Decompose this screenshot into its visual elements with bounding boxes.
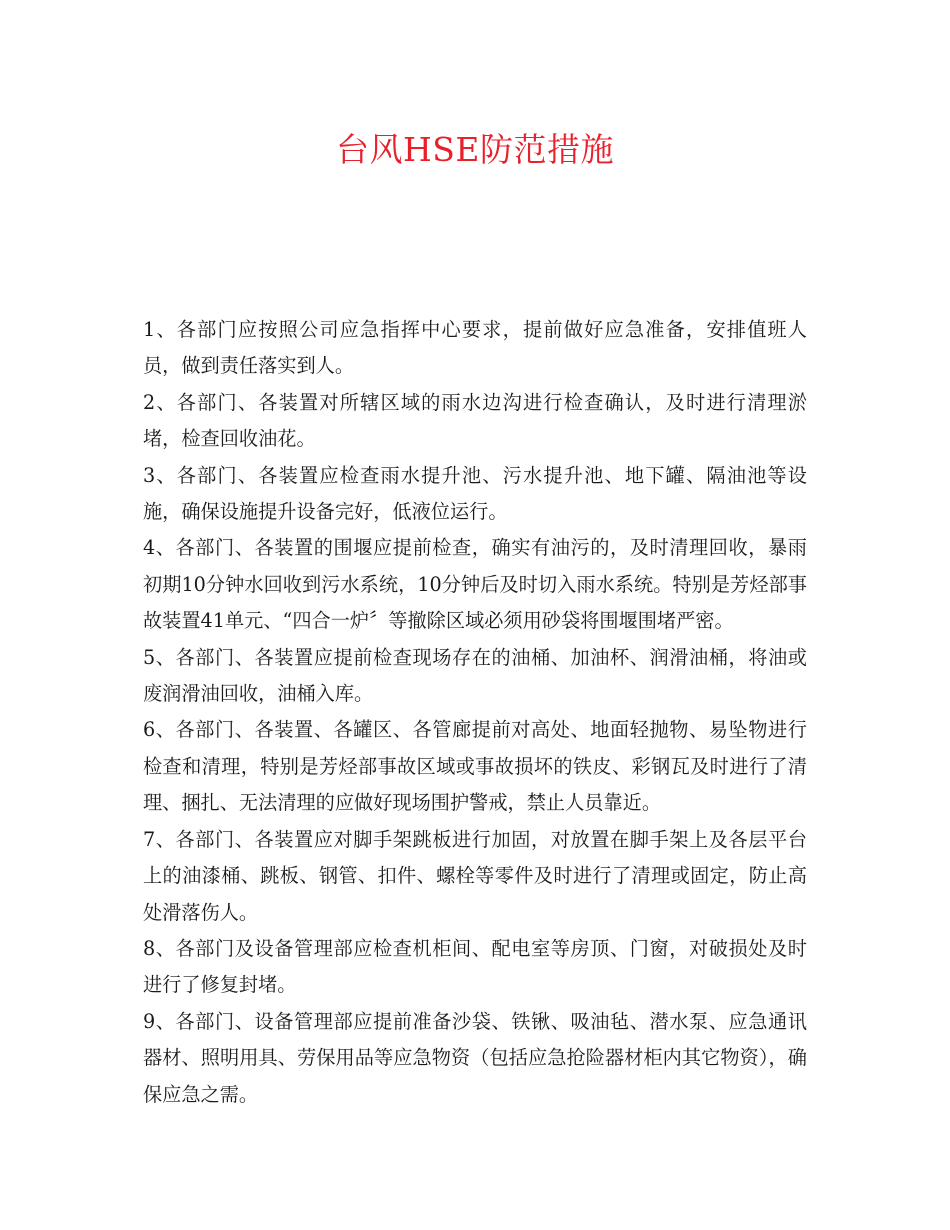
paragraph-item-7: 7、各部门、各装置应对脚手架跳板进行加固，对放置在脚手架上及各层平台上的油漆桶、跳板、钢管、扣件、螺栓等零件及时进行了清理或固定，防止高处滑落伤人。: [143, 827, 807, 924]
paragraph-item-2: 2、各部门、各装置对所辖区域的雨水边沟进行检查确认，及时进行清理淤堵，检查回收油花。: [143, 390, 807, 451]
paragraph-item-8: 8、各部门及设备管理部应检查机柜间、配电室等房顶、门窗，对破损处及时进行了修复封堵。: [143, 936, 807, 997]
paragraph-item-1: 1、各部门应按照公司应急指挥中心要求，提前做好应急准备，安排值班人员，做到责任落实到人。: [143, 318, 807, 378]
document-title: 台风HSE防范措施: [336, 130, 614, 169]
paragraph-item-9: 9、各部门、设备管理部应提前准备沙袋、铁锹、吸油毡、潜水泵、应急通讯器材、照明用具、劳保用品等应急物资（包括应急抢险器材柜内其它物资），确保应急之需。: [143, 1009, 807, 1106]
document-body: [143, 312, 807, 1113]
paragraph-item-6: 6、各部门、各装置、各罐区、各管廊提前对高处、地面轻抛物、易坠物进行检查和清理，特别是芳烃部事故区域或事故损坏的铁皮、彩钢瓦及时进行了清理、捆扎、无法清理的应做好现场围护警戒，禁止人员靠近。: [143, 718, 807, 815]
paragraph-item-3: 3、各部门、各装置应检查雨水提升池、污水提升池、地下罐、隔油池等设施，确保设施提升设备完好，低液位运行。: [143, 463, 807, 524]
paragraph-item-4: 4、各部门、各装置的围堰应提前检查，确实有油污的，及时清理回收，暴雨初期10分钟水回收到污水系统，10分钟后及时切入雨水系统。特别是芳烃部事故装置41单元、“四合一炉〞等撤除区域必须用砂袋将围堰围堵严密。: [143, 536, 807, 633]
paragraph-item-5: 5、各部门、各装置应提前检查现场存在的油桶、加油杯、润滑油桶，将油或废润滑油回收，油桶入库。: [143, 645, 807, 706]
